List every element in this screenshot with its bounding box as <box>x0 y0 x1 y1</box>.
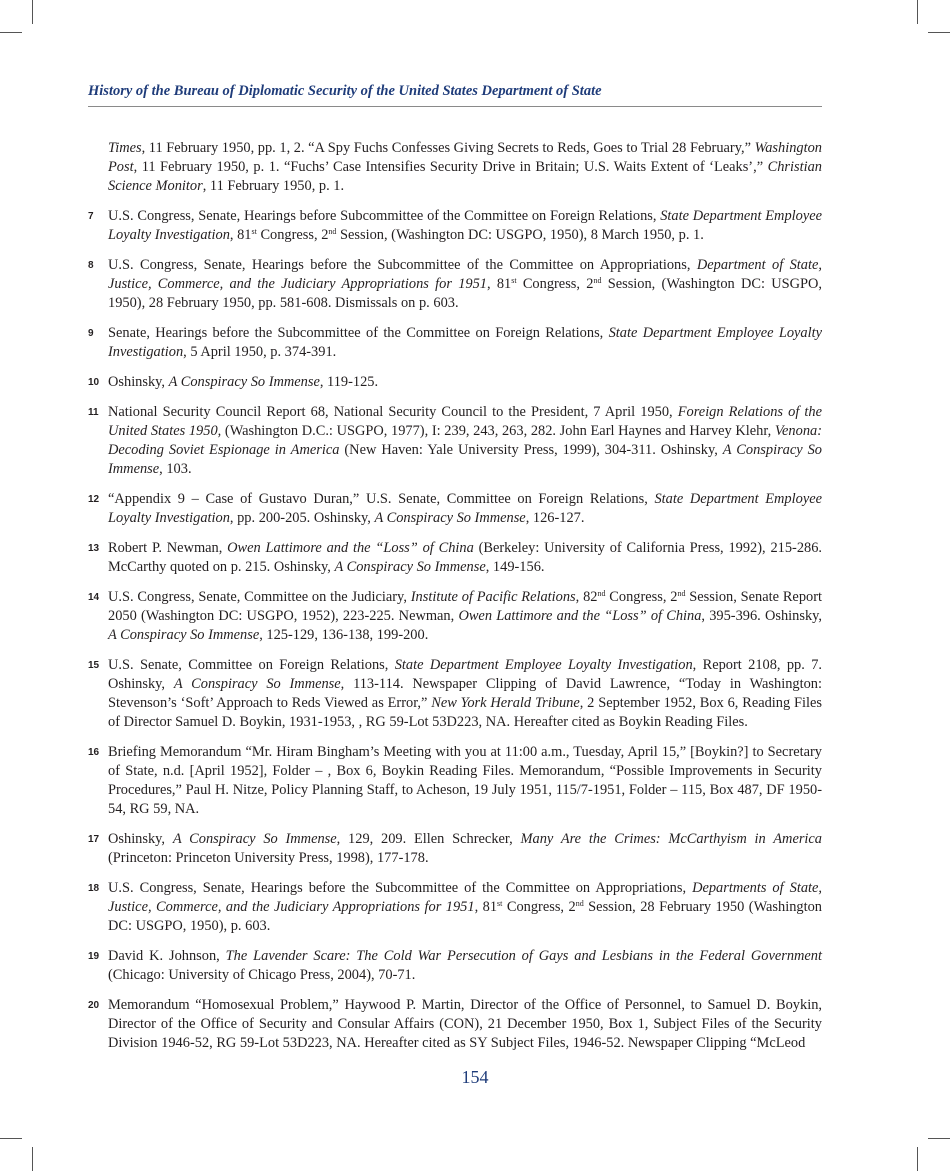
endnote-13: 13 Robert P. Newman, Owen Lattimore and the “Loss” of China (Berkeley: University of California Press, 1992), 215-286. McCarthy quoted on p. 215. Oshinsky, A Conspiracy So Immense, 149-156. <box>88 540 823 575</box>
endnote-number: 17 <box>88 834 100 845</box>
endnote-number: 9 <box>88 328 94 339</box>
crop-mark <box>32 0 33 24</box>
crop-mark <box>0 1138 22 1139</box>
endnote-10: 10 Oshinsky, A Conspiracy So Immense, 119-125. <box>88 374 379 390</box>
endnote-number: 20 <box>88 1000 100 1011</box>
crop-mark <box>917 1147 918 1171</box>
endnote-18: 18 U.S. Congress, Senate, Hearings before the Subcommittee of the Committee on Appropriations, Departments of State, Justice, Commerce, and the Judiciary Appropriations for 1951, 81st Congress, 2nd Session, 28 February 1950 (Washington DC: USGPO, 1950), p. 603. <box>88 880 823 934</box>
endnote-19: 19 David K. Johnson, The Lavender Scare: The Cold War Persecution of Gays and Lesbians in the Federal Government (Chicago: University of Chicago Press, 2004), 70-71. <box>88 948 822 983</box>
endnote-12: 12 “Appendix 9 – Case of Gustavo Duran,” U.S. Senate, Committee on Foreign Relations, State Department Employee Loyalty Investigation, pp. 200-205. Oshinsky, A Conspiracy So Immense, 126-127. <box>88 491 822 526</box>
endnote-number: 16 <box>88 747 100 758</box>
header-rule <box>88 106 822 107</box>
crop-mark <box>928 32 950 33</box>
crop-mark <box>928 1138 950 1139</box>
endnote-14: 14 U.S. Congress, Senate, Committee on the Judiciary, Institute of Pacific Relations, 82nd Congress, 2nd Session, Senate Report 2050 (Washington DC: USGPO, 1952), 223-225. Newman, Owen Lattimore and the “Loss” of China, 395-396. Oshinsky, A Conspiracy So Immense, 125-129, 136-138, 199-200. <box>88 589 823 643</box>
endnote-15: 15 U.S. Senate, Committee on Foreign Relations, State Department Employee Loyalty Investigation, Report 2108, pp. 7. Oshinsky, A Conspiracy So Immense, 113-114. Newspaper Clipping of David Lawrence, “Today in Washington: Stevenson’s ‘Soft’ Approach to Reds Viewed as Error,” New York Herald Tribune, 2 September 1952, Box 6, Reading Files of Director Samuel D. Boykin, 1931-1953, , RG 59-Lot 53D223, NA. Hereafter cited as Boykin Reading Files. <box>88 657 823 730</box>
crop-mark <box>0 32 22 33</box>
endnote-7: 7 U.S. Congress, Senate, Hearings before Subcommittee of the Committee on Foreign Relations, State Department Employee Loyalty Investigation, 81st Congress, 2nd Session, (Washington DC: USGPO, 1950), 8 March 1950, p. 1. <box>88 208 822 243</box>
endnote-number: 19 <box>88 951 100 962</box>
endnote-number: 18 <box>88 883 100 894</box>
endnote-number: 15 <box>88 660 100 671</box>
endnote-number: 11 <box>88 407 99 418</box>
endnote-number: 10 <box>88 377 100 388</box>
endnote-number: 14 <box>88 592 100 603</box>
endnote-17: 17 Oshinsky, A Conspiracy So Immense, 129, 209. Ellen Schrecker, Many Are the Crimes: McCarthyism in America (Princeton: Princeton University Press, 1998), 177-178. <box>88 831 823 866</box>
crop-mark <box>917 0 918 24</box>
endnote-number: 13 <box>88 543 100 554</box>
endnote-continuation: Times, 11 February 1950, pp. 1, 2. “A Spy Fuchs Confesses Giving Secrets to Reds, Goes to Trial 28 February,” Washington Post, 11 February 1950, p. 1. “Fuchs’ Case Intensifies Security Drive in Britain; U.S. Waits Extent of ‘Leaks’,” Christian Science Monitor, 11 February 1950, p. 1. <box>108 140 822 194</box>
page-number: 154 <box>461 1067 489 1087</box>
endnotes <box>88 139 822 1064</box>
crop-mark <box>32 1147 33 1171</box>
endnote-number: 8 <box>88 260 94 271</box>
endnote-number: 7 <box>88 211 94 222</box>
endnote-20: 20 Memorandum “Homosexual Problem,” Haywood P. Martin, Director of the Office of Personnel, to Samuel D. Boykin, Director of the Office of Security and Consular Affairs (CON), 21 December 1950, Box 1, Subject Files of the Security Division 1946-52, RG 59-Lot 53D223, NA. Hereafter cited as SY Subject Files, 1946-52. Newspaper Clipping “McLeod <box>88 997 822 1051</box>
running-header: History of the Bureau of Diplomatic Security of the United States Department of State <box>88 83 602 99</box>
endnote-16: 16 Briefing Memorandum “Mr. Hiram Bingham’s Meeting with you at 11:00 a.m., Tuesday, April 15,” [Boykin?] to Secretary of State, n.d. [April 1952], Folder – , Box 6, Boykin Reading Files. Memorandum, “Possible Improvements in Security Procedures,” Paul H. Nitze, Policy Planning Staff, to Acheson, 19 July 1951, 115/7-1951, Folder – 115, Box 487, DF 1950-54, RG 59, NA. <box>88 744 822 817</box>
endnote-number: 12 <box>88 494 100 505</box>
endnote-8: 8 U.S. Congress, Senate, Hearings before the Subcommittee of the Committee on Appropriations, Department of State, Justice, Commerce, and the Judiciary Appropriations for 1951, 81st Congress, 2nd Session, (Washington DC: USGPO, 1950), 28 February 1950, pp. 581-608. Dismissals on p. 603. <box>88 257 822 311</box>
endnote-11: 11 National Security Council Report 68, National Security Council to the President, 7 April 1950, Foreign Relations of the United States 1950, (Washington D.C.: USGPO, 1977), I: 239, 243, 263, 282. John Earl Haynes and Harvey Klehr, Venona: Decoding Soviet Espionage in America (New Haven: Yale University Press, 1999), 304-311. Oshinsky, A Conspiracy So Immense, 103. <box>88 404 823 477</box>
endnote-9: 9 Senate, Hearings before the Subcommittee of the Committee on Foreign Relations, State Department Employee Loyalty Investigation, 5 April 1950, p. 374-391. <box>88 325 822 360</box>
